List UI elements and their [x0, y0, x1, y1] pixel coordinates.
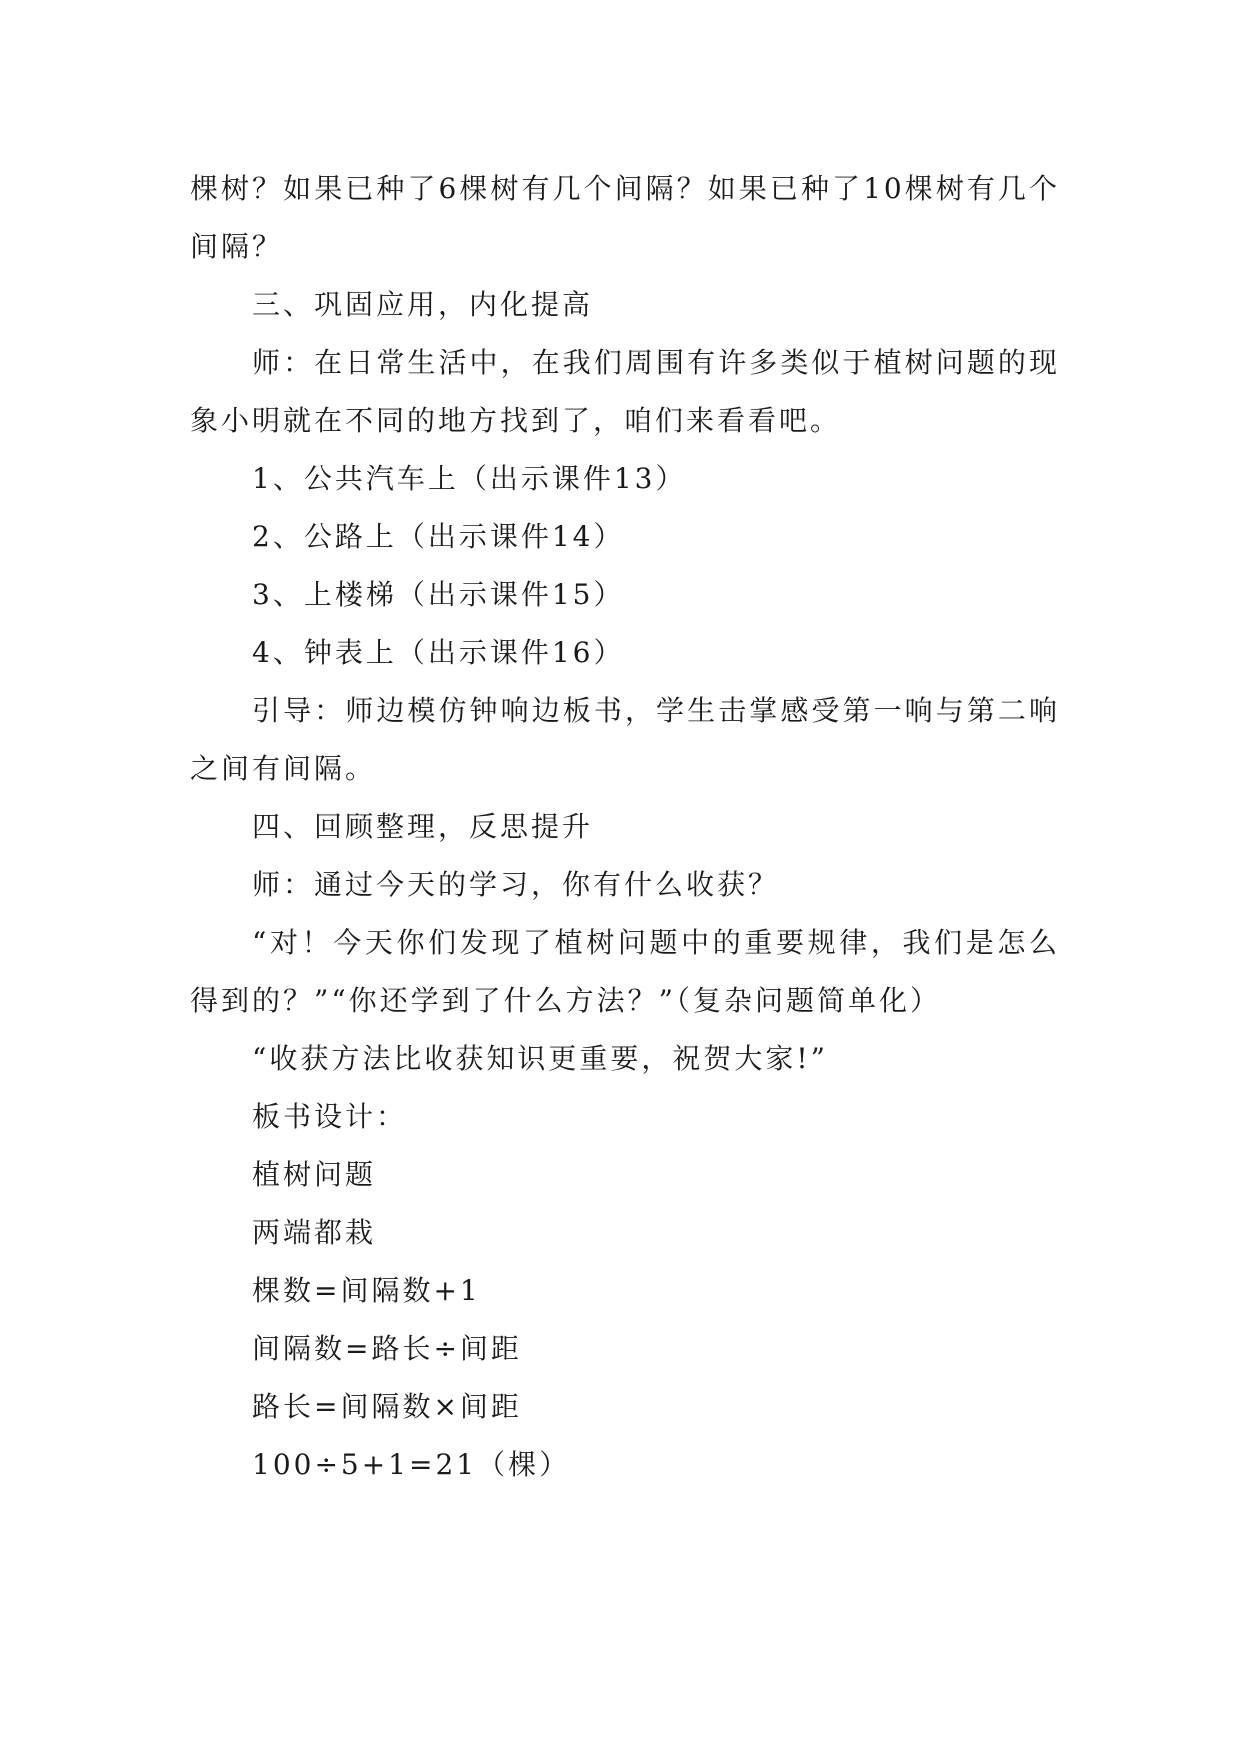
formula-line: 路长=间隔数×间距: [252, 1390, 522, 1423]
board-line: 两端都栽: [252, 1216, 377, 1249]
document-body: [190, 160, 1060, 1494]
list-item: 1、公共汽车上（出示课件13）: [252, 462, 687, 495]
paragraph: 师：通过今天的学习，你有什么收获？: [252, 868, 780, 901]
list-item: 2、公路上（出示课件14）: [252, 520, 625, 553]
list-item: 3、上楼梯（出示课件15）: [252, 578, 625, 611]
formula-line: 100÷5+1=21（棵）: [252, 1448, 571, 1481]
paragraph: 棵树？如果已种了6棵树有几个间隔？如果已种了10棵树有几个间隔？: [190, 172, 1060, 263]
paragraph: “收获方法比收获知识更重要，祝贺大家!”: [252, 1042, 828, 1075]
section-heading: 四、回顾整理，反思提升: [252, 810, 594, 843]
list-item: 4、钟表上（出示课件16）: [252, 636, 625, 669]
paragraph: “对！今天你们发现了植树问题中的重要规律，我们是怎么得到的？”“你还学到了什么方法？”（复杂问题简单化）: [190, 926, 1060, 1017]
formula-line: 间隔数=路长÷间距: [252, 1332, 522, 1365]
paragraph: 引导：师边模仿钟响边板书，学生击掌感受第一响与第二响之间有间隔。: [190, 694, 1060, 785]
section-heading: 三、巩固应用，内化提高: [252, 288, 594, 321]
board-line: 植树问题: [252, 1158, 377, 1191]
formula-line: 棵数=间隔数+1: [252, 1274, 481, 1307]
board-design-heading: 板书设计：: [252, 1100, 408, 1133]
paragraph: 师：在日常生活中，在我们周围有许多类似于植树问题的现象小明就在不同的地方找到了，咱们来看看吧。: [190, 346, 1060, 437]
